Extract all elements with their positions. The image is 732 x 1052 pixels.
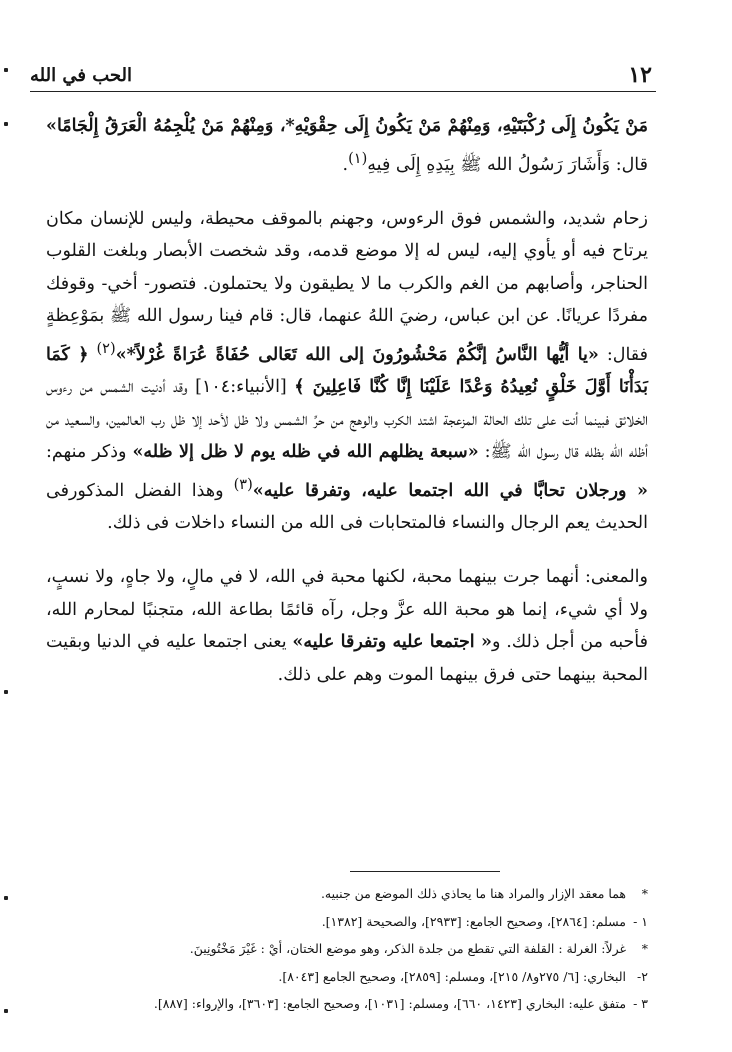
scan-mark <box>4 68 8 72</box>
footnote-marker: ١ - <box>633 913 648 929</box>
footnote-item <box>46 880 648 908</box>
footnote-text: متفق عليه: البخاري [١٤٢٣، ٦٦٠]، ومسلم: [١٠٣١]، وصحيح الجامع: [٣٦٠٣]، والإرواء: [٨٨٧]. <box>153 996 627 1011</box>
body-text: وذكر منهم: <box>46 442 127 463</box>
footnote-ref: (١) <box>348 149 368 167</box>
scan-mark <box>4 122 8 126</box>
page-header <box>30 60 652 90</box>
footnotes <box>46 880 648 1018</box>
hadith-quote: « اجتمعا عليه وتفرقا عليه» <box>292 632 492 653</box>
footnote-ref: (٢) <box>96 339 116 357</box>
footnote-marker: ٣ - <box>633 996 648 1011</box>
footnote-marker: * <box>641 886 648 901</box>
body-text: زحام شديد، والشمس فوق الرءوس، وجهنم بالموقف محيطة، وليس للإنسان مكان يرتاح فيه أو يأوي إليه، ليس له إلا موضع قدمه، وقد شخصت الأبصار وبلغت القلوب الحناجر، وأصابهم من الغم والكرب ما لا يطيقون ولا يحتملون. فتصور- أخي- وقوفك مفردًا عريانًا. عن ابن عباس، رضيَ اللهُ عنهما، قال: قام فينا رسول الله ﷺ بمَوْعِظةٍ فقال: <box>46 208 648 365</box>
footnote-item <box>46 935 648 963</box>
hadith-quote: « ورجلان تحابَّا في الله اجتمعا عليه، وتفرقا عليه» <box>252 480 648 501</box>
footnote-text: غرلاً: الغرلة : القلفة التي تقطع من جلدة الذكر، وهو موضع الختان، أيْ : غَيْرَ مَخْتُونِينَ. <box>189 941 627 956</box>
scan-mark <box>4 690 8 694</box>
paragraph-3 <box>46 561 648 691</box>
scan-mark <box>4 1009 8 1013</box>
narration-text: قال: وَأَشَارَ رَسُولُ الله ﷺ بِيَدِهِ إِلَى فِيهِ <box>367 154 648 175</box>
scan-mark <box>4 896 8 900</box>
page-number: ١٢ <box>628 62 652 88</box>
footnote-ref: (٣) <box>233 475 253 493</box>
body-text: والمعنى: أنهما جرت بينهما محبة، لكنها محبة في الله، لا في مالٍ، ولا جاهٍ، ولا نسبٍ، ولا أي شيء، إنما هو محبة الله عزَّ وجل، رآه قائمًا بطاعة الله، متجنبًا لمحارم الله، فأحبه من أجل ذلك. و <box>46 567 648 653</box>
running-title: الحب في الله <box>30 64 133 86</box>
footnote-marker: * <box>641 941 648 956</box>
footnote-item <box>46 963 648 991</box>
paragraph-1: مَنْ يَكُونُ إِلَى رُكْبَتَيْهِ، وَمِنْهُمْ مَنْ يَكُونُ إِلَى حِقْوَيْهِ*، وَمِنْهُمْ مَنْ يُلْجِمُهُ الْعَرَقُ إِلْجَامًا» قال: وَأَشَارَ رَسُولُ الله ﷺ بِيَدِهِ إِلَى فِيهِ$^{(١)}$. <box>46 116 648 175</box>
footnote-item <box>46 990 648 1018</box>
main-text <box>46 110 648 691</box>
footnote-text: هما معقد الإزار والمراد هنا ما يحاذي ذلك الموضع من جنبيه. <box>320 886 627 901</box>
header-divider <box>30 91 656 92</box>
hadith-quote: مَنْ يَكُونُ إِلَى رُكْبَتَيْهِ، وَمِنْهُمْ مَنْ يَكُونُ إِلَى حِقْوَيْهِ*، وَمِنْهُمْ مَنْ يُلْجِمُهُ الْعَرَقُ إِلْجَامًا» <box>46 116 648 136</box>
body-text: وهذا الفضل المذكورفى الحديث يعم الرجال والنساء فالمتحابات فى الله من النساء داخلات فى ذلك. <box>46 480 648 533</box>
paragraph-2 <box>46 203 648 540</box>
footnote-divider <box>350 871 500 872</box>
body-text: [الأنبياء:١٠٤] وقد أدنيت الشمس من رءوس الخلائق فبينما أنت على تلك الحالة المزعجة اشتد الكرب والوهج من حرِّ الشمس ولا ظل لأحد إلا ظل رب العالمين، والسعيد من أظله الله بظله قال رسول الله ﷺ: <box>46 377 648 463</box>
hadith-quote: «يا أيُّها النَّاسُ إنَّكُمْ مَحْشُورُونَ إلى الله تَعَالى حُفَاةً عُرَاةً غُرْلاً*» <box>115 344 599 365</box>
quran-verse: ﴿ كَمَا بَدَأْنَا أَوَّلَ خَلْقٍ نُعِيدُهُ وَعْدًا عَلَيْنَا إِنَّا كُنَّا فَاعِلِينَ ﴾ <box>46 344 648 398</box>
body-text: يعنى اجتمعا عليه في الدنيا وبقيت المحبة بينهما حتى فرق بينهما الموت وهم على ذلك. <box>46 632 648 685</box>
footnote-marker: ٢- <box>637 968 648 984</box>
hadith-quote: «سبعة يظلهم الله في ظله يوم لا ظل إلا ظله» <box>132 442 479 463</box>
footnote-item <box>46 908 648 936</box>
footnote-text: مسلم: [٢٨٦٤]، وصحيح الجامع: [٢٩٣٣]، والصحيحة [١٣٨٢]. <box>321 913 627 929</box>
footnote-text: البخاري: [٦/ ٢٧٥و٨/ ٢١٥]، ومسلم: [٢٨٥٩]، وصحيح الجامع [٨٠٤٣]. <box>278 968 627 984</box>
